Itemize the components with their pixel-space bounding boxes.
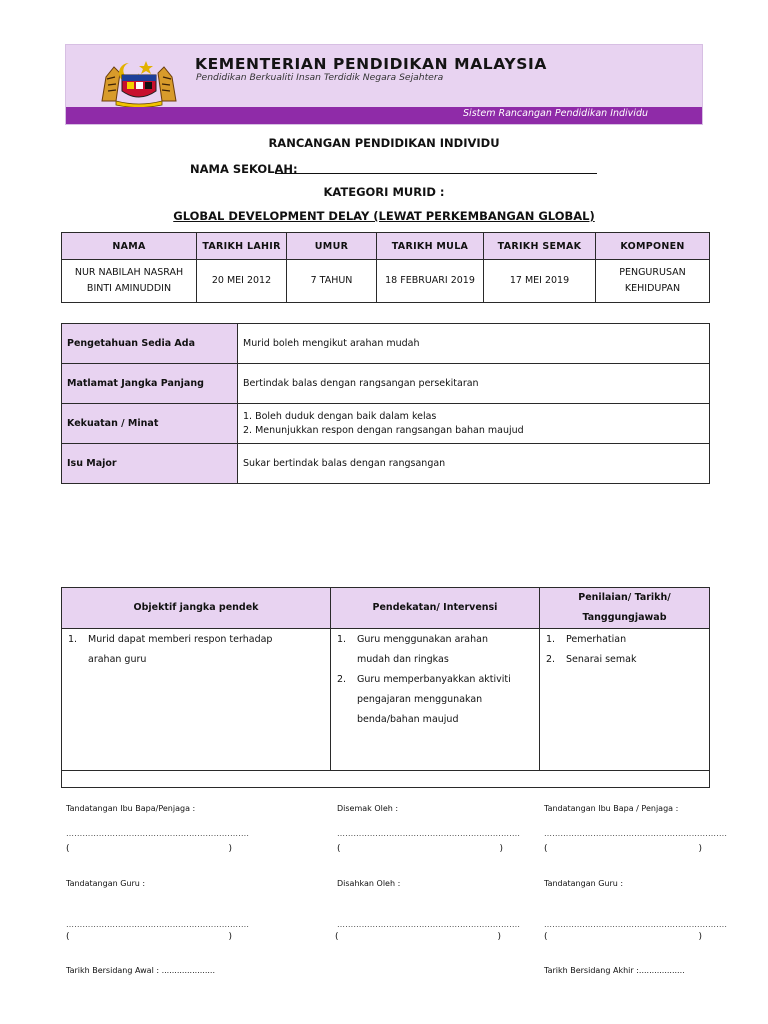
header-assessment-line: Penilaian/ Tarikh/ <box>578 592 671 603</box>
component: PENGURUSAN KEHIDUPAN <box>596 260 710 303</box>
item-text: Guru memperbanyakkan aktiviti <box>357 674 511 685</box>
major-issue-value: Sukar bertindak balas dengan rangsangan <box>238 444 710 484</box>
table-row <box>62 260 710 303</box>
header-assessment <box>540 588 710 629</box>
strength-item: 2. Menunjukkan respon dengan rangsangan bahan maujud <box>243 424 524 436</box>
table-row <box>62 364 710 404</box>
item-text: arahan guru <box>88 654 147 665</box>
table-row <box>62 629 710 771</box>
table-row <box>62 324 710 364</box>
parent-signature-label: Tandatangan Ibu Bapa/Penjaga : <box>66 804 196 813</box>
list-item <box>546 630 703 650</box>
header-review-date: TARIKH SEMAK <box>484 233 596 260</box>
name-field[interactable] <box>66 844 232 856</box>
student-category-label: KATEGORI MURID : <box>323 185 445 199</box>
item-number: 2. <box>337 674 347 685</box>
name-field[interactable] <box>66 932 232 944</box>
student-age: 7 TAHUN <box>287 260 377 303</box>
header-name: NAMA <box>62 233 197 260</box>
item-text: mudah dan ringkas <box>357 654 449 665</box>
paren-close: ) <box>698 844 702 854</box>
paren-close: ) <box>228 844 232 854</box>
parent-signature-label-2: Tandatangan Ibu Bapa / Penjaga : <box>544 804 679 813</box>
school-label: NAMA SEKOLAH: <box>190 162 298 176</box>
signature-line[interactable]: …………………………………………………………. <box>337 829 521 838</box>
paren-open: ( <box>337 844 341 854</box>
school-name-field[interactable] <box>275 173 597 174</box>
student-name: NUR NABILAH NASRAH BINTI AMINUDDIN <box>62 260 197 303</box>
strength-item: 1. Boleh duduk dengan baik dalam kelas <box>243 410 437 422</box>
signature-line[interactable]: …………………………………………………………. <box>337 920 521 929</box>
long-term-goal-value: Bertindak balas dengan rangsangan persekitaran <box>238 364 710 404</box>
meeting-end-date: Tarikh Bersidang Akhir :.................. <box>544 966 685 975</box>
ministry-name: KEMENTERIAN PENDIDIKAN MALAYSIA <box>195 55 547 73</box>
table-header-row <box>62 588 710 629</box>
ministry-tagline: Pendidikan Berkualiti Insan Terdidik Negara Sejahtera <box>196 72 444 83</box>
malaysia-coat-of-arms-icon <box>96 57 182 107</box>
paren-open: ( <box>66 932 70 942</box>
paren-close: ) <box>497 932 501 942</box>
start-date: 18 FEBRUARI 2019 <box>377 260 484 303</box>
list-item <box>68 630 324 670</box>
approaches-cell <box>331 629 540 771</box>
name-field[interactable] <box>544 932 702 944</box>
table-row <box>62 404 710 444</box>
item-number: 1. <box>68 634 78 645</box>
assessments-cell <box>540 629 710 771</box>
list-item <box>337 670 533 730</box>
list-item <box>337 630 533 670</box>
system-name: Sistem Rancangan Pendidikan Individu <box>463 108 648 119</box>
item-number: 1. <box>546 634 556 645</box>
item-number: 2. <box>546 654 556 665</box>
approved-by-label: Disahkan Oleh : <box>337 879 401 888</box>
student-dob: 20 MEI 2012 <box>197 260 287 303</box>
document-title: RANCANGAN PENDIDIKAN INDIVIDU <box>268 136 500 150</box>
name-field[interactable] <box>337 844 503 856</box>
header-objective: Objektif jangka pendek <box>62 588 331 629</box>
paren-close: ) <box>499 844 503 854</box>
header-approach: Pendekatan/ Intervensi <box>331 588 540 629</box>
prior-knowledge-value: Murid boleh mengikut arahan mudah <box>238 324 710 364</box>
header-component: KOMPONEN <box>596 233 710 260</box>
objectives-cell <box>62 629 331 771</box>
paren-open: ( <box>335 932 339 942</box>
table-header-row <box>62 233 710 260</box>
header-start-date: TARIKH MULA <box>377 233 484 260</box>
item-text: benda/bahan maujud <box>357 714 459 725</box>
signature-line[interactable]: …………………………………………………………. <box>544 920 728 929</box>
table-row <box>62 444 710 484</box>
major-issue-label: Isu Major <box>62 444 238 484</box>
paren-open: ( <box>66 844 70 854</box>
header-dob: TARIKH LAHIR <box>197 233 287 260</box>
teacher-signature-label-2: Tandatangan Guru : <box>544 879 624 888</box>
signature-line[interactable]: …………………………………………………………. <box>66 920 250 929</box>
signature-line[interactable]: …………………………………………………………. <box>544 829 728 838</box>
header-banner <box>65 44 703 125</box>
review-date: 17 MEI 2019 <box>484 260 596 303</box>
paren-close: ) <box>228 932 232 942</box>
paren-open: ( <box>544 932 548 942</box>
header-assessment-line: Tanggungjawab <box>582 612 667 623</box>
long-term-goal-label: Matlamat Jangka Panjang <box>62 364 238 404</box>
paren-close: ) <box>698 932 702 942</box>
checked-by-label: Disemak Oleh : <box>337 804 399 813</box>
diagnosis-title: GLOBAL DEVELOPMENT DELAY (LEWAT PERKEMBANGAN GLOBAL) <box>173 209 595 223</box>
name-field[interactable] <box>544 844 702 856</box>
meeting-start-date: Tarikh Bersidang Awal : ..................... <box>66 966 215 975</box>
item-text: Senarai semak <box>566 654 637 665</box>
name-field[interactable] <box>335 932 501 944</box>
student-profile-table <box>61 323 710 484</box>
empty-row <box>62 771 710 788</box>
item-text: Guru menggunakan arahan <box>357 634 488 645</box>
list-item <box>546 650 703 670</box>
item-text: Murid dapat memberi respon terhadap <box>88 634 273 645</box>
prior-knowledge-label: Pengetahuan Sedia Ada <box>62 324 238 364</box>
student-info-table <box>61 232 710 303</box>
intervention-plan-table <box>61 587 710 788</box>
item-text: pengajaran menggunakan <box>357 694 483 705</box>
signature-line[interactable]: …………………………………………………………. <box>66 829 250 838</box>
strengths-label: Kekuatan / Minat <box>62 404 238 444</box>
paren-open: ( <box>544 844 548 854</box>
item-number: 1. <box>337 634 347 645</box>
strengths-value <box>238 404 710 444</box>
item-text: Pemerhatian <box>566 634 627 645</box>
empty-cell[interactable] <box>62 771 710 788</box>
header-age: UMUR <box>287 233 377 260</box>
teacher-signature-label: Tandatangan Guru : <box>66 879 146 888</box>
